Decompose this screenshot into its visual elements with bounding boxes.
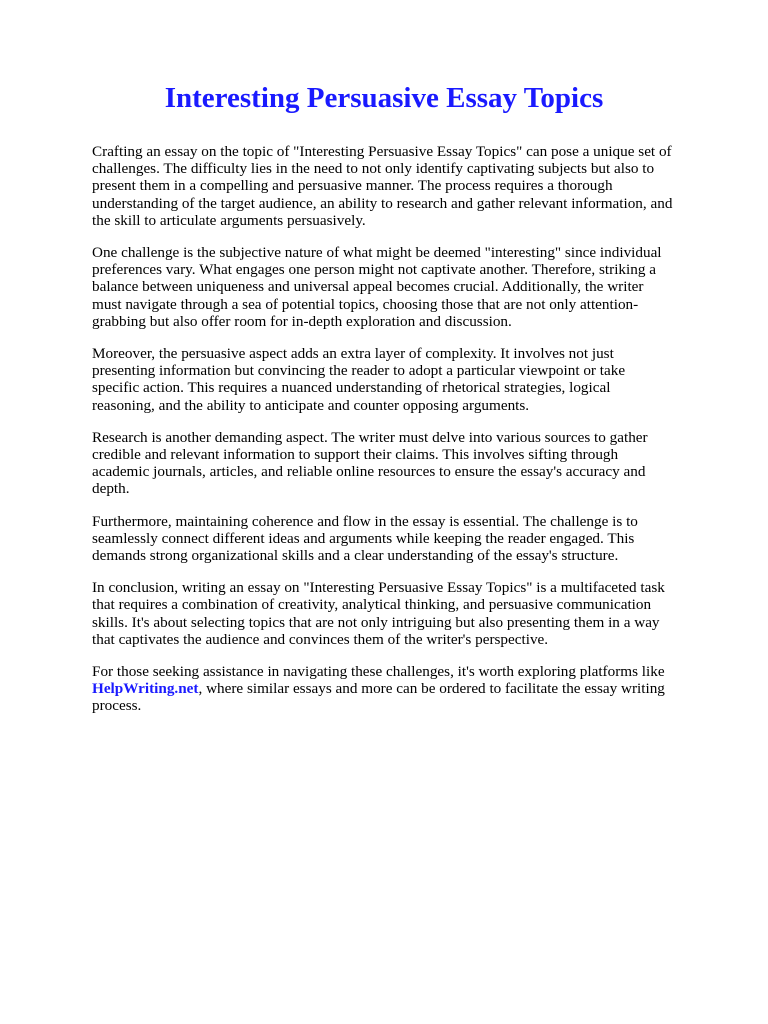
paragraph-3: Moreover, the persuasive aspect adds an extra layer of complexity. It involves not just presenting information but convincing the reader to adopt a particular viewpoint or take specific action. This requires a nuanced understanding of rhetorical strategies, logical reasoning, and the ability to anticipate and counter opposing arguments. bbox=[92, 345, 626, 414]
document-body bbox=[92, 143, 676, 715]
helpwriting-link[interactable]: HelpWriting.net bbox=[92, 680, 199, 698]
page-title: Interesting Persuasive Essay Topics bbox=[164, 82, 604, 114]
paragraph-6: In conclusion, writing an essay on "Interesting Persuasive Essay Topics" is a multifaceted task that requires a combination of creativity, analytical thinking, and persuasive communication skills. It's about selecting topics that are not only intriguing but also presenting them in a way that captivates the audience and convinces them of the writer's perspective. bbox=[92, 579, 665, 648]
paragraph-2: One challenge is the subjective nature of what might be deemed "interesting" since individual preferences vary. What engages one person might not captivate another. Therefore, striking a balance between uniqueness and universal appeal becomes crucial. Additionally, the writer must navigate through a sea of potential topics, choosing those that are not only attention-grabbing but also offer room for in-depth exploration and discussion. bbox=[92, 244, 662, 330]
paragraph-7-trailing-text: , where similar essays and more can be ordered to facilitate the essay writing process. bbox=[92, 680, 665, 715]
paragraph-7-lead-text: For those seeking assistance in navigating these challenges, it's worth exploring platforms like bbox=[92, 663, 665, 681]
paragraph-5: Furthermore, maintaining coherence and flow in the essay is essential. The challenge is to seamlessly connect different ideas and arguments while keeping the reader engaged. This demands strong organizational skills and a clear understanding of the essay's structure. bbox=[92, 512, 638, 565]
paragraph-1: Crafting an essay on the topic of "Interesting Persuasive Essay Topics" can pose a unique set of challenges. The difficulty lies in the need to not only identify captivating subjects but also to present them in a compelling and persuasive manner. The process requires a thorough understanding of the target audience, an ability to research and gather relevant information, and the skill to articulate arguments persuasively. bbox=[92, 143, 673, 229]
paragraph-4: Research is another demanding aspect. The writer must delve into various sources to gather credible and relevant information to support their claims. This involves sifting through academic journals, articles, and reliable online resources to ensure the essay's accuracy and depth. bbox=[92, 428, 648, 498]
paragraph-7 bbox=[92, 663, 676, 715]
